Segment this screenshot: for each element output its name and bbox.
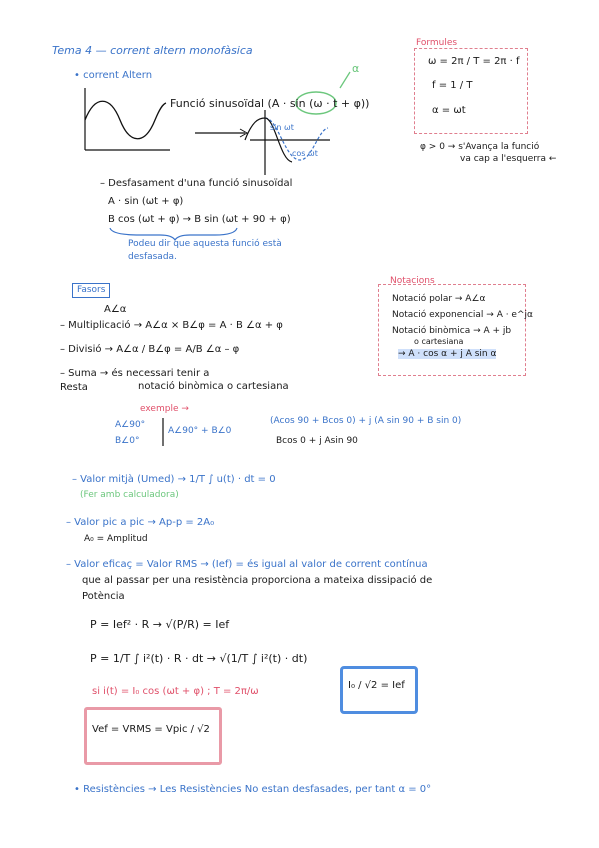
formula-frequency: f = 1 / T: [432, 80, 473, 91]
phase-note-2: va cap a l'esquerra ←: [460, 154, 557, 164]
fasor-symbol: A∠α: [104, 304, 127, 315]
resistencies-line: • Resistències → Les Resistències No estan desfasades, per tant α = 0°: [74, 784, 432, 795]
valor-pic-a-pic: – Valor pic a pic → Ap-p = 2A₀: [66, 517, 215, 528]
sine-function-label: Funció sinusoïdal (A · sin (ω · t + φ)): [170, 97, 370, 110]
current-definition: si i(t) = I₀ cos (ωt + φ) ; T = 2π/ω: [92, 686, 259, 697]
valor-eficac-2: que al passar per una resistència proporciona a mateixa dissipació de: [82, 575, 433, 586]
formula-omega: ω = 2π / T = 2π · f: [428, 56, 520, 67]
example-b: B∠0°: [115, 436, 140, 446]
sine-wave-sketch: [85, 101, 166, 139]
page-title: Tema 4 — corrent altern monofàsica: [52, 44, 253, 57]
valor-eficac-3: Potència: [82, 591, 125, 602]
notation-binomial: Notació binòmica → A + jb: [392, 326, 512, 336]
fasor-sum: – Suma → és necessari tenir a: [60, 368, 210, 379]
fasor-multiplication: – Multiplicació → A∠α × B∠φ = A · B ∠α + φ: [60, 320, 283, 331]
example-sum: A∠90° + B∠0: [168, 426, 232, 436]
fasor-sum-note: notació binòmica o cartesiana: [138, 381, 289, 392]
phase-note-1: φ > 0 → s'Avança la funció: [420, 142, 540, 152]
power-formula-1: P = Ief² · R → √(P/R) = Ief: [90, 618, 230, 631]
valor-mitja: – Valor mitjà (Umed) → 1/T ∫ u(t) · dt = 0: [72, 474, 276, 485]
power-formula-2: P = 1/T ∫ i²(t) · R · dt → √(1/T ∫ i²(t) · dt): [90, 652, 308, 665]
formulas-title: Formules: [416, 38, 458, 48]
fasor-division: – Divisió → A∠α / B∠φ = A/B ∠α – φ: [60, 344, 240, 355]
valor-mitja-note: (Fer amb calculadora): [80, 490, 179, 500]
cos-wt-label: cos ωt: [292, 149, 318, 158]
desfase-note-1: Podeu dir que aquesta funció està: [128, 239, 282, 249]
example-label: exemple →: [140, 404, 189, 414]
fasors-heading: Fasors: [72, 283, 110, 298]
example-a: A∠90°: [115, 420, 146, 430]
example-result: Bcos 0 + j Asin 90: [276, 436, 358, 446]
ief-formula: I₀ / √2 = Ief: [348, 680, 405, 691]
desfase-title: – Desfasament d'una funció sinusoïdal: [100, 178, 293, 189]
alpha-mark: α: [352, 62, 360, 75]
fasor-subtraction: Resta: [60, 382, 88, 393]
notacions-title: Notacions: [390, 276, 435, 286]
notation-cartesian: o cartesiana: [414, 337, 464, 346]
formula-alpha: α = ωt: [432, 105, 466, 116]
sin-wt-label: sin ωt: [270, 123, 294, 132]
example-expansion: (Acos 90 + Bcos 0) + j (A sin 90 + B sin 0): [270, 416, 462, 426]
desfase-line-2: B cos (ωt + φ) → B sin (ωt + 90 + φ): [108, 214, 291, 225]
desfase-line-1: A · sin (ωt + φ): [108, 196, 184, 207]
desfase-note-2: desfasada.: [128, 252, 177, 262]
vef-formula: Vef = VRMS = Vpic / √2: [92, 724, 210, 735]
amplitude-note: A₀ = Amplitud: [84, 534, 148, 544]
notation-expression: → A · cos α + j A sin α: [398, 349, 497, 359]
notation-exponential: Notació exponencial → A · e^jα: [392, 310, 533, 320]
notation-polar: Notació polar → A∠α: [392, 294, 486, 304]
valor-eficac: – Valor eficaç = Valor RMS → (Ief) = és igual al valor de corrent contínua: [66, 559, 428, 570]
section-corrent-altern: • corrent Altern: [74, 70, 153, 81]
vef-highlight-box: [84, 707, 222, 765]
